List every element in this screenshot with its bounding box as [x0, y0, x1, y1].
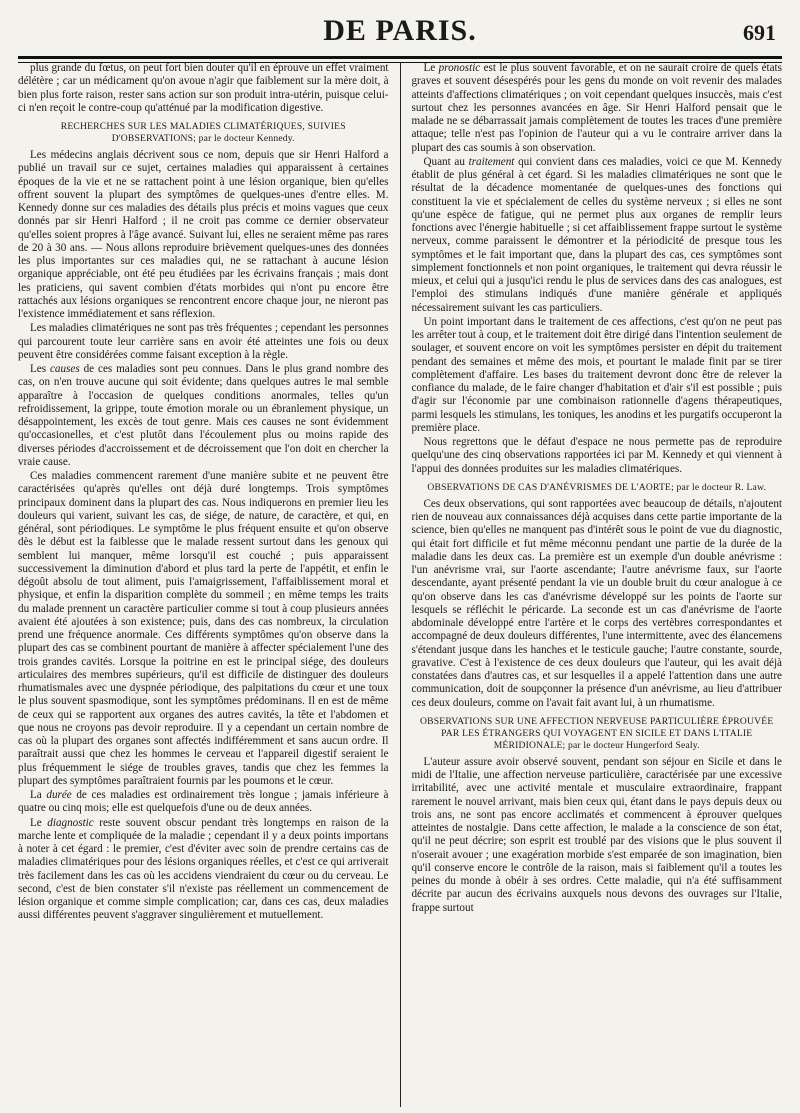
paragraph-causes	[18, 363, 389, 469]
header-rule-thick	[18, 56, 782, 59]
running-title: DE PARIS.	[323, 14, 477, 47]
text-run: Quant au	[423, 155, 469, 168]
paragraph-traitement	[411, 156, 782, 315]
text-columns	[18, 62, 782, 1107]
paragraph: Un point important dans le traitement de ces affections, c'est qu'on ne peut pas les arrêter tout à coup, et le traitement doit être dirigé dans l'intention seulement de soulager, et souvent encore on voit les symptômes persister en dépit du traitement pendant des semaines et même des mois, et pourtant le malade finit par se tirer complètement d'affaire. Les bases du traitement devront donc être de relever la confiance du malade, de le faire changer d'habitation et d'air s'il est possible ; puis d'agir sur l'économie par une combinaison rationnelle d'agens thérapeutiques, parmi lesquels les stimulans, les toniques, les anodins et les purgatifs occuperont la première place.	[411, 315, 782, 434]
paragraph: Ces deux observations, qui sont rapportées avec beaucoup de détails, n'ajoutent rien de nouveau aux connaissances déjà acquises dans cette partie importante de la science, bien qu'elles ne manquent pas d'intérêt sous le point de vue du diagnostic, qui était fort difficile et fut même méconnu pendant une partie de la durée de la maladie dans les deux cas. La première est un exemple d'un double anévrisme : l'un anévrisme vrai, sur l'aorte ascendante; l'autre anévrisme faux, sur l'aorte descendante, ayant présenté pendant la vie un double bruit du cœur analogue à ce qu'on observe dans les cas d'anévrisme développé sur les points de l'aorte sur lesquels se réfléchit le péricarde. La seconde est un cas d'anévrisme de l'aorte abdominale développé entre l'artère et le corps des vertèbres correspondantes et accompagné de deux douleurs différentes, l'une intermittente, avec des élancemens s'étendant jusque dans les hanches et le testicule gauche; l'autre constante, sourde, gravative. C'est à l'existence de ces deux douleurs que l'auteur, qui les avait déjà constatées dans d'autres cas, et sur lesquelles il a appelé l'attention dans une autre communication, doit de soupçonner la présence d'un anévrisme, au lieu d'attribuer ces deux douleurs, comme on l'avait fait avant lui, à un rhumatisme.	[411, 497, 782, 709]
text-run: Le	[423, 62, 439, 74]
section-heading-aorte: OBSERVATIONS DE CAS D'ANÉVRISMES DE L'AORTE; par le docteur R. Law.	[427, 481, 767, 493]
paragraph: plus grande du fœtus, on peut fort bien douter qu'il en éprouve un effet vraiment délétère ; car un médicament qu'on avoue n'agir que faiblement sur la mère doit, à bien plus forte raison, rester sans action sur son produit intra-utérin, puisque celui-ci n'en reçoit le contre-coup qu'atténué par la modification digestive.	[18, 62, 389, 114]
text-run: Les	[30, 363, 50, 375]
section-heading-nerveuse: OBSERVATIONS SUR UNE AFFECTION NERVEUSE PARTICULIÈRE ÉPROUVÉE PAR LES ÉTRANGERS QUI VOYAGENT EN SICILE ET DANS L'ITALIE MÉRIDIONALE; par le docteur Hungerford Sealy.	[420, 715, 774, 751]
italic-term: diagnostic	[47, 816, 94, 829]
text-run: de ces maladies est ordinairement très longue ; jamais inférieure à quatre ou cinq mois; elle est quelquefois d'une ou de deux années.	[18, 789, 389, 815]
paragraph-pronostic	[411, 62, 782, 155]
section-heading-climateric: RECHERCHES SUR LES MALADIES CLIMATÉRIQUES, SUIVIES D'OBSERVATIONS; par le docteur Kennedy.	[60, 121, 346, 144]
italic-term: causes	[49, 363, 80, 375]
text-run: qui convient dans ces maladies, voici ce que M. Kennedy établit de plus général à cet égard. Si les maladies climatériques ne sont que le résultat de la décadence momentanée de quelques-unes des fonctions qui constituent la vie et spécialement de celles du système nerveux ; si elles ne sont qu'une espèce de fatigue, qui ne permet plus aux organes de remplir leurs fonctions avec l'énergie habituelle ; si cet affaiblissement frappe surtout le système nerveux, comme paraissent le démontrer et la périodicité de presque tous les symptômes et le fait important que, dans la plupart des cas, ces symptômes sont simplement fonctionnels et non point organiques, le traitement qui devra réussir le mieux, et celui qui a jusqu'ici rendu le plus de services dans des cas analogues, est l'emploi des stimulans indiqués d'une manière générale et appliqués nécessairement suivant les cas particuliers.	[411, 155, 782, 314]
paragraph: L'auteur assure avoir observé souvent, pendant son séjour en Sicile et dans le midi de l'Italie, une affection nerveuse particulière, caractérisée par une excessive irritabilité, avec une activité mentale et musculaire extraordinaire, frappant rarement le nouvel arrivant, mais bien ceux qui, étant dans le pays depuis deux ou trois ans, ne sont pas encore acclimatés et commencent à éprouver quelques atteintes de nostalgie. Dans cette affection, le malade a la conscience de son état, qu'il ne peut décrire; son esprit est troublé par des visions que le plus souvent il n'oserait avouer ; une exagération morbide s'est emparée de son imagination, bien qu'il conserve encore le contrôle de la raison, mais si faiblement qu'il a toutes les peines du monde à obéir à ses ordres. Cette maladie, qui n'a été suffisamment décrite par aucun des écrivains auxquels nous devons des ouvrages sur l'Italie, frappe surtout	[411, 755, 782, 914]
text-run: de ces maladies sont peu connues. Dans le plus grand nombre des cas, on n'en trouve aucune qui soit évidente; dans quelques autres le mal semble apparaître à l'occasion de quelques conditions anormales, telles qu'un refroidissement, la grippe, toute émotion morale ou un ébranlement physique, un désappointement, les excès de tout genre. Mais ces causes ne sont évidemment qu'occasionelles, et c'est plutôt dans l'écoulement plus ou moins rapide des diverses périodes d'accroissement et de décroissement que l'on doit en chercher la vraie cause.	[18, 363, 389, 468]
italic-term: traitement	[468, 155, 515, 168]
page-number: 691	[743, 20, 776, 45]
paragraph-duree	[18, 789, 389, 816]
page-header	[18, 8, 782, 58]
column-divider	[400, 62, 401, 1107]
right-column	[411, 62, 782, 1107]
text-run: reste souvent obscur pendant très longtemps en raison de la marche lente et compliquée de la maladie ; cependant il y a deux points importans à noter à cet égard : le premier, c'est d'éviter avec soin de prendre certains cas de maladies climatériques pour des lésions organiques réelles, et c'est ce qui arriverait très facilement dans les cas où les accidens viendraient du cœur ou du cerveau. Le second, c'est de bien constater s'il n'existe pas réellement un commencement de lésion organique et comme simple complication; car, dans ces cas, deux maladies aussi différentes peuvent s'aggraver singulièrement et mutuellement.	[18, 816, 389, 922]
paragraph: Nous regrettons que le défaut d'espace ne nous permette pas de reproduire quelqu'une des cinq observations rapportées ici par M. Kennedy et qui viennent à l'appui des données produites sur les maladies climatériques.	[411, 436, 782, 475]
paragraph: Ces maladies commencent rarement d'une manière subite et ne peuvent être caractérisées qu'après qu'elles ont déjà duré longtemps. Trois symptômes principaux dominent dans la plupart des cas. Nous indiquerons en premier lieu les douleurs qui varient, suivant les cas, de siége, de nature, de caractère, et qui, en général, sont périodiques. Le symptôme le plus fréquent ensuite et qu'on observe dès le début est la faiblesse que le malade ressent surtout dans les genoux qui semblent lui manquer, même lorsqu'il est couché ; puis apparaissent successivement la diminution d'abord et plus tard la perte de l'appétit, et enfin le dégoût absolu de tout aliment, puis l'amaigrissement, l'affaiblissement moral et physique, et enfin la disparition complète du sommeil ; en même temps les traits du malade prennent un caractère particulier comme si tout à coup plusieurs années avaient été ajoutées à son existence; puis, dans des cas nombreux, la circulation prend une fréquence anormale. Ces différents symptômes qu'on observe dans la plupart des cas se combinent pourtant de manière à affecter spécialement l'une des trois grandes cavités. Lorsque la poitrine en est le principal siége, des douleurs articulaires des membres supérieurs, qu'il est difficile de distinguer des douleurs rhumatismales avec une dyspnée périodique, des palpitations du cœur et une toux le plus souvent spasmodique, sont les symptômes prédominans. Il en est de même de ceux qui se rapportent aux organes des autres cavités, la tête et l'abdomen et que nous ne croyons pas devoir reproduire. Il y a cependant un certain nombre de cas où la plupart des organes sont affectés indifféremment et sans aucun ordre. Il paraîtrait aussi que chez les hommes le cerveau et l'appareil digestif seraient le plus fréquemment le siége de troubles graves, tandis que chez les femmes la plupart des symptômes paraîtraient fournis par les poumons et le cœur.	[18, 470, 389, 787]
paragraph: Les maladies climatériques ne sont pas très fréquentes ; cependant les personnes qui parcourent toute leur carrière sans en avoir été atteintes une fois ou deux peuvent être considérées comme faisant exception à la règle.	[18, 322, 389, 361]
text-run: Le	[30, 816, 48, 829]
text-run: est le plus souvent favorable, et on ne saurait croire de quels états graves et souvent désespérés pour les gens du monde on voit revenir des malades atteints d'affections climatériques ; on voit cependant quelques insuccès, mais c'est surtout chez les personnes avancées en âge. Sir Henri Halford pensait que le malade ne se débarrassait jamais complètement de toutes les traces d'une première attaque; telle n'est pas l'opinion de l'auteur qui a vu le contraire arriver dans la plupart des cas soumis à son observation.	[411, 62, 782, 154]
italic-term: durée	[46, 789, 72, 801]
italic-term: pronostic	[438, 62, 481, 74]
paragraph-diagnostic	[18, 817, 389, 923]
paragraph: Les médecins anglais décrivent sous ce nom, depuis que sir Henri Halford a publié un travail sur ce sujet, certaines maladies qui apparaissent à certaines époques de la vie et ne se rattachent point à une lésion organique, bien qu'elles offrent souvent la plupart des symptômes de quelques-unes d'entre elles. M. Kennedy donne sur ces maladies des détails plus précis et moins vagues que ceux donnés par sir Henri Halford ; il ne croit pas comme ce dernier observateur qu'elles soient propres à l'âge avancé. Suivant lui, elles ne seraient même pas rares de 20 à 30 ans. — Nous allons reproduire brièvement quelques-unes des données les plus importantes sur ces maladies qui, ne se rattachant à aucune lésion organique appréciable, ont été peu étudiées par les écrivains français ; mais dont les praticiens, qui savent combien d'états morbides qui n'ont pu encore être rattachés aux lésions organiques se rencontrent encore chaque jour, ne nieront pas l'existence immédiatement et sans réflexion.	[18, 149, 389, 320]
left-column	[18, 62, 389, 1107]
text-run: La	[30, 789, 47, 801]
